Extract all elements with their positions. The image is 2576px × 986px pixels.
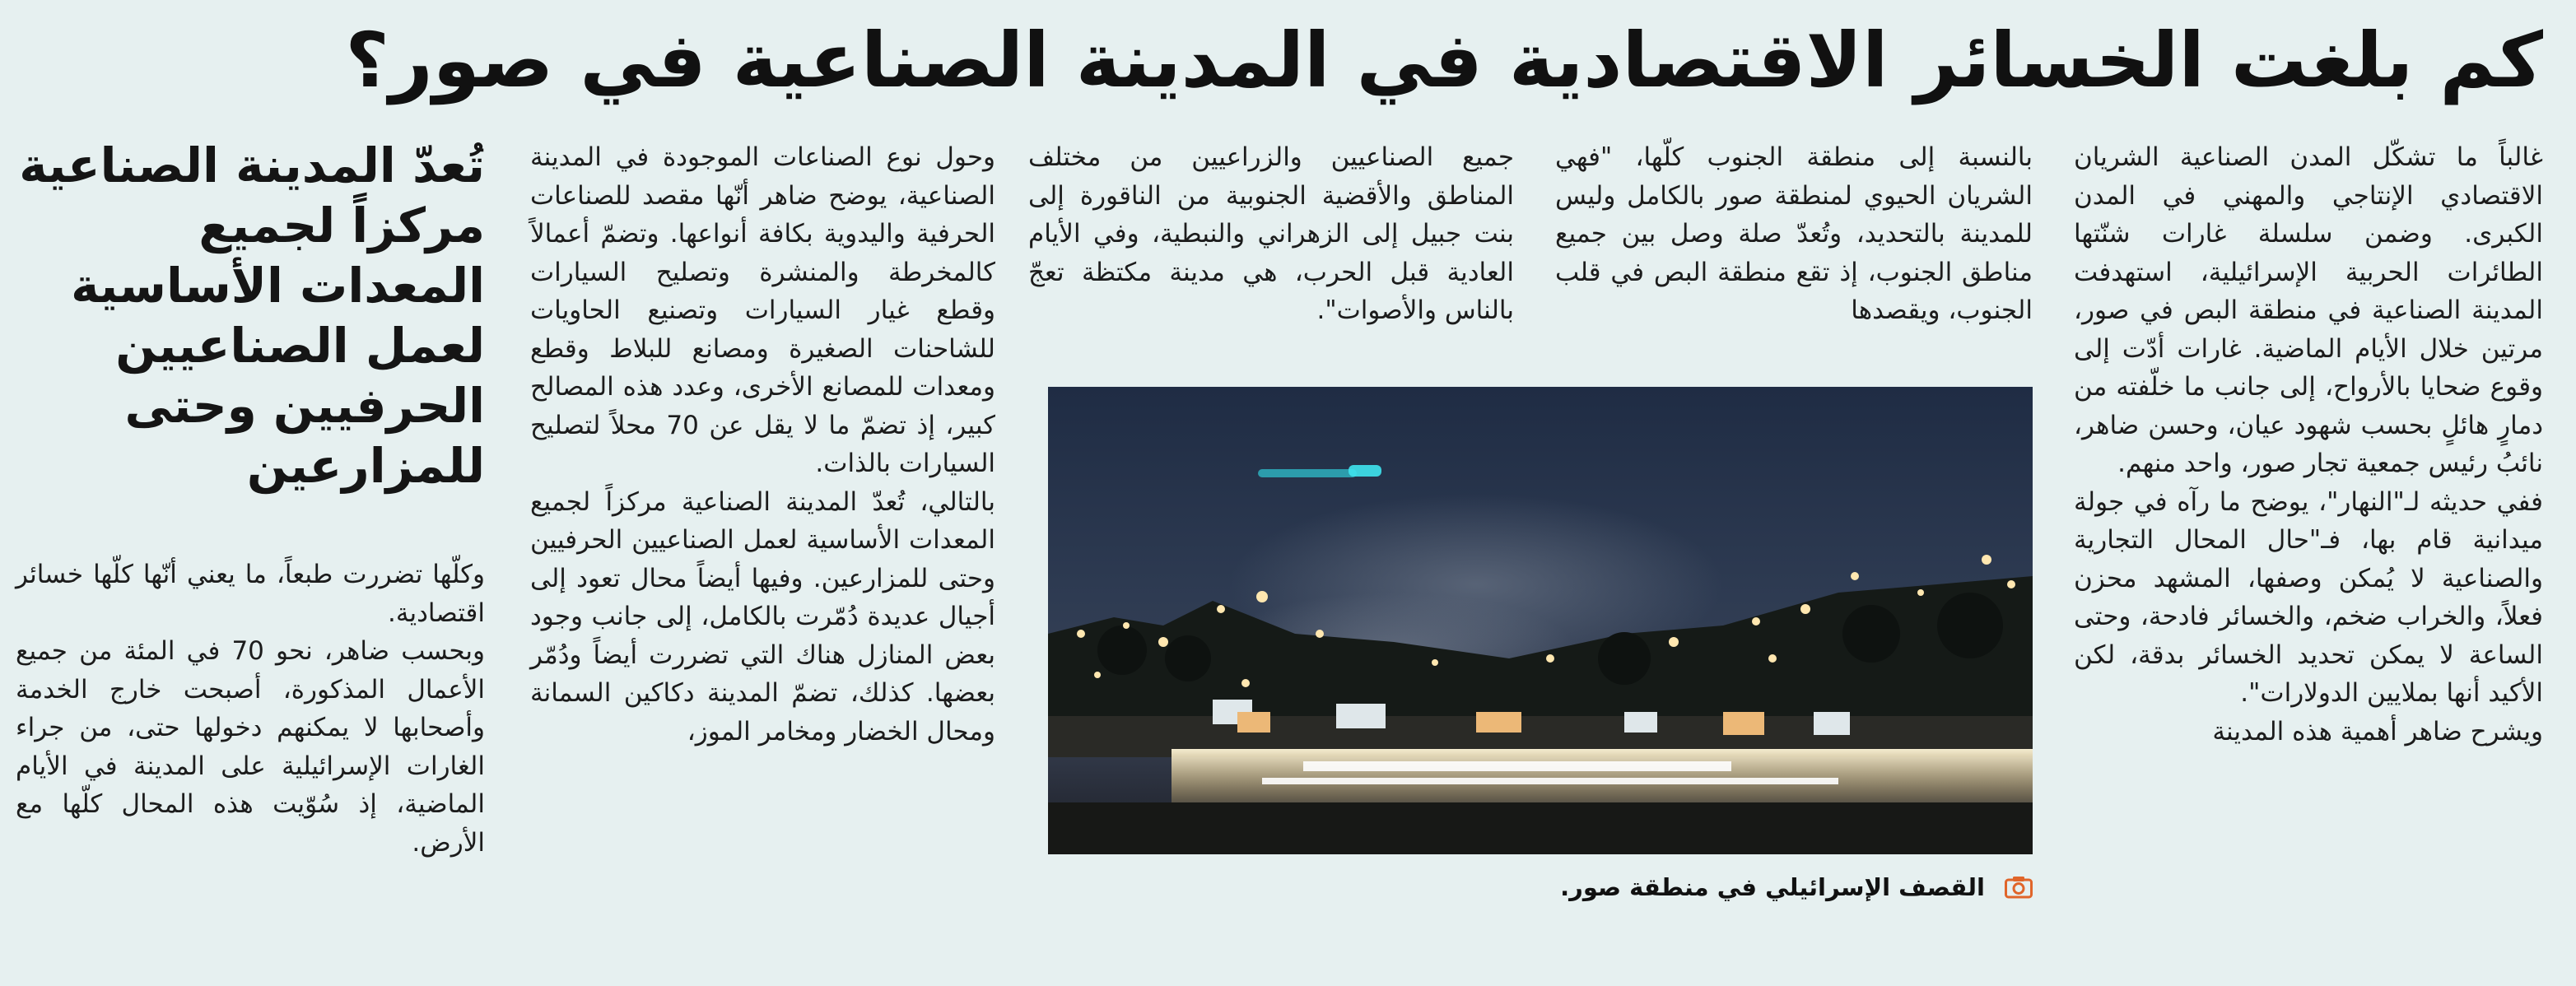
paragraph: وحول نوع الصناعات الموجودة في المدينة الصناعية، يوضح ضاهر أنّها مقصد للصناعات الحرفية واليدوية بكافة أنواعها. وتضمّ أعمالاً كالمخرطة والمنشرة وتصليح السيارات وقطع غيار السيارات وتصنيع الحاويات للشاحنات الصغيرة ومصانع للبلاط وقطع ومعدات للمصانع الأخرى، وعدد هذه المصالح كبير، إذ تضمّ ما لا يقل عن 70 محلاً لتصليح السيارات بالذات. — [530, 142, 995, 478]
paragraph: وكلّها تضررت طبعاً، ما يعني أنّها كلّها خسائر اقتصادية. — [16, 560, 485, 628]
paragraph: ففي حديثه لـ"النهار"، يوضح ما رآه في جولة ميدانية قام بها، فـ"حال المحال التجارية والصناعية لا يُمكن وصفها، المشهد محزن فعلاً، والخراب ضخم، والخسائر فادحة، وحتى الساعة لا يمكن تحديد الخسائر بدقة، لكن الأكيد أنها بملايين الدولارات". — [2074, 486, 2543, 708]
pull-quote: تُعدّ المدينة الصناعية مركزاً لجميع المعدات الأساسية لعمل الصناعيين الحرفيين وحتى للمزارعين — [19, 137, 485, 494]
paragraph: وبحسب ضاهر، نحو 70 في المئة من جميع الأعمال المذكورة، أصبحت خارج الخدمة وأصحابها لا يمكنهم دخولها حتى، من جراء الغارات الإسرائيلية على المدينة في الأيام الماضية، إذ سُوّيت هذه المحال كلّها مع الأرض. — [16, 636, 485, 858]
photo-caption — [1048, 871, 2033, 904]
article-column-3 — [1028, 138, 1514, 330]
paragraph: بالنسبة إلى منطقة الجنوب كلّها، "فهي الشريان الحيوي لمنطقة صور بالكامل وليس للمدينة بالتحديد، وتُعدّ صلة وصل بين جميع مناطق الجنوب، إذ تقع منطقة البص في قلب الجنوب، ويقصدها — [1555, 142, 2033, 325]
article-column-5 — [16, 556, 485, 862]
paragraph: غالباً ما تشكّل المدن الصناعية الشريان الاقتصادي الإنتاجي والمهني في المدن الكبرى. وضمن سلسلة غارات شنّتها الطائرات الحربية الإسرائيلية، استهدفت المدينة الصناعية في منطقة البص في صور، مرتين خلال الأيام الماضية. غارات أدّت إلى وقوع ضحايا بالأرواح، إلى جانب ما خلّفته من دمارٍ هائلٍ بحسب شهود عيان، وحسن ضاهر، نائبُ رئيس جمعية تجار صور، واحد منهم. — [2074, 142, 2543, 478]
article-column-2 — [1555, 138, 2033, 330]
article-column-4 — [530, 138, 995, 751]
headline: كم بلغت الخسائر الاقتصادية في المدينة الصناعية في صور؟ — [345, 16, 2543, 105]
article-column-1 — [2074, 138, 2543, 751]
night-city-photo — [1048, 387, 2033, 854]
caption-text: القصف الإسرائيلي في منطقة صور. — [1560, 873, 1985, 901]
paragraph: جميع الصناعيين والزراعيين من مختلف المناطق والأقضية الجنوبية من الناقورة إلى بنت جبيل إلى الزهراني والنبطية، وفي الأيام العادية قبل الحرب، هي مدينة مكتظة تعجّ بالناس والأصوات". — [1028, 142, 1514, 325]
paragraph: ويشرح ضاهر أهمية هذه المدينة — [2212, 716, 2543, 746]
camera-icon — [2005, 876, 2033, 899]
paragraph: بالتالي، تُعدّ المدينة الصناعية مركزاً لجميع المعدات الأساسية لعمل الصناعيين الحرفيين وحتى للمزارعين. وفيها أيضاً محال تعود إلى أجيال عديدة دُمّرت بالكامل، إلى جانب وجود بعض المنازل هناك التي تضررت أيضاً ودُمّر بعضها. كذلك، تضمّ المدينة دكاكين السمانة ومحال الخضار ومخامر الموز، — [530, 486, 995, 746]
news-photo — [1048, 387, 2033, 854]
